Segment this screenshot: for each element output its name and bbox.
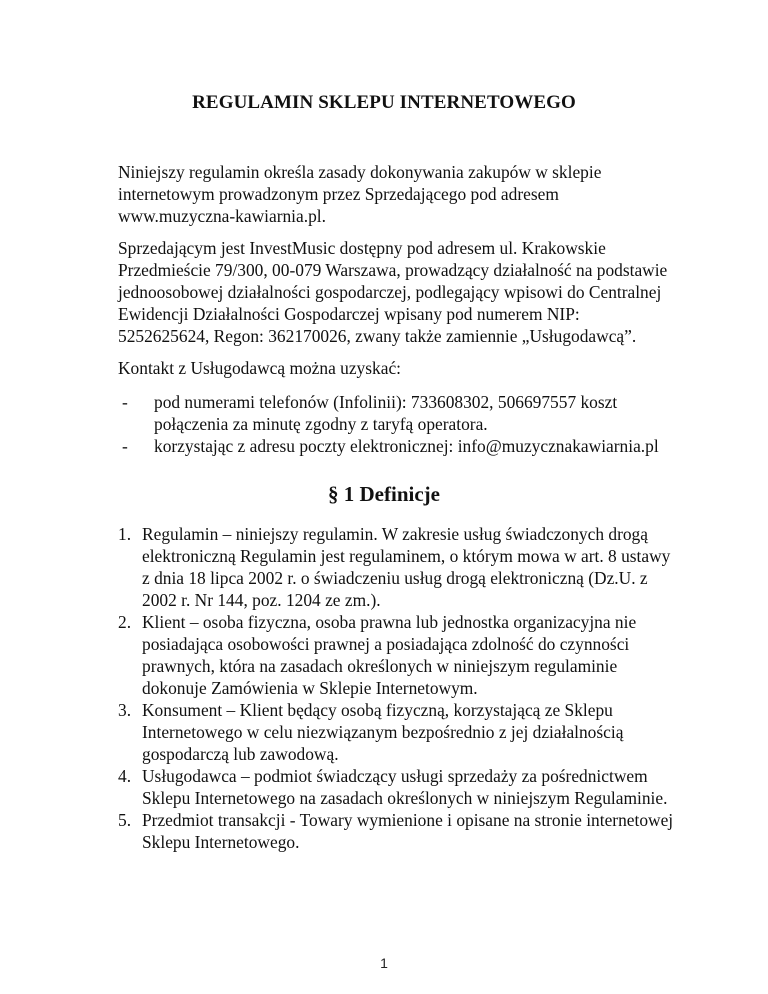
list-marker: - [122, 392, 128, 412]
seller-paragraph: Sprzedającym jest InvestMusic dostępny pod adresem ul. Krakowskie Przedmieście 79/300, 00-079 Warszawa, prowadzący działalność na podstawie jednoosobowej działalności gospodarczej, podlegający wpisowi do Centralnej Ewidencji Działalności Gospodarczej wpisany pod numerem NIP: 5252625624, Regon: 362170026, zwany także zamiennie „Usługodawcą”. [118, 238, 668, 346]
list-number: 3. [118, 700, 132, 720]
section-heading: § 1 Definicje [328, 482, 440, 506]
document-title: REGULAMIN SKLEPU INTERNETOWEGO [192, 92, 576, 113]
list-item [118, 765, 674, 809]
contact-list [118, 391, 674, 457]
definitions-list [118, 523, 674, 853]
list-number: 1. [118, 524, 132, 544]
list-item-text: Przedmiot transakcji - Towary wymienione i opisane na stronie internetowej Sklepu Internetowego. [142, 810, 674, 852]
list-number: 5. [118, 810, 132, 830]
list-number: 2. [118, 612, 132, 632]
contact-item-phone [118, 391, 674, 435]
contact-item-text: pod numerami telefonów (Infolinii): 733608302, 506697557 koszt połączenia za minutę zgodny z taryfą operatora. [154, 392, 618, 434]
contact-item-text: korzystając z adresu poczty elektronicznej: info@muzycznakawiarnia.pl [154, 436, 659, 456]
contact-paragraph: Kontakt z Usługodawcą można uzyskać: [118, 358, 401, 378]
document-body [118, 161, 674, 853]
list-marker: - [122, 436, 128, 456]
list-item [118, 699, 674, 765]
intro-paragraph: Niniejszy regulamin określa zasady dokonywania zakupów w sklepie internetowym prowadzonym przez Sprzedającego pod adresem www.muzyczna-kawiarnia.pl. [118, 162, 602, 226]
page-number: 1 [380, 955, 388, 971]
list-item-text: Regulamin – niniejszy regulamin. W zakresie usług świadczonych drogą elektroniczną Regulamin jest regulaminem, o którym mowa w art. 8 ustawy z dnia 18 lipca 2002 r. o świadczeniu usług drogą elektroniczną (Dz.U. z 2002 r. Nr 144, poz. 1204 ze zm.). [142, 524, 671, 610]
list-number: 4. [118, 766, 132, 786]
list-item [118, 809, 674, 853]
list-item-text: Klient – osoba fizyczna, osoba prawna lub jednostka organizacyjna nie posiadająca osobowości prawnej a posiadająca zdolność do czynności prawnych, która na zasadach określonych w niniejszym regulaminie dokonuje Zamówienia w Sklepie Internetowym. [142, 612, 637, 698]
list-item [118, 611, 674, 699]
list-item-text: Usługodawca – podmiot świadczący usługi sprzedaży za pośrednictwem Sklepu Internetowego na zasadach określonych w niniejszym Regulaminie. [142, 766, 668, 808]
list-item-text: Konsument – Klient będący osobą fizyczną, korzystającą ze Sklepu Internetowego w celu niezwiązanym bezpośrednio z jej działalnością gospodarczą lub zawodową. [142, 700, 624, 764]
contact-item-email [118, 435, 674, 457]
list-item [118, 523, 674, 611]
